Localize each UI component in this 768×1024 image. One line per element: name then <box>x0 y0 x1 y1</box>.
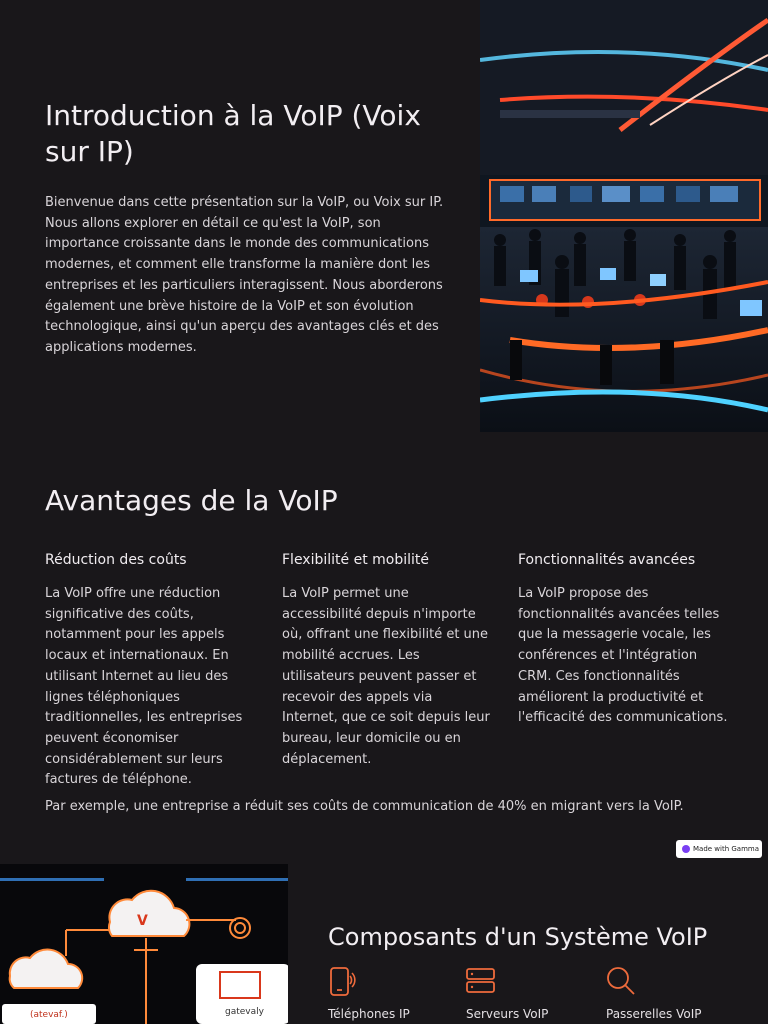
component-voip-gateways <box>606 966 736 1022</box>
advantage-cost-heading: Réduction des coûts <box>45 552 187 568</box>
intro-title: Introduction à la VoIP (Voix sur IP) <box>45 99 421 168</box>
intro-body: Bienvenue dans cette présentation sur la VoIP, ou Voix sur IP. Nous allons explorer en détail ce qu'est la VoIP, son importance croissante dans le monde des communications modernes, et comment elle transforme la manière dont les entreprises et les particuliers interagissent. Nous aborderons également une brève histoire de la VoIP et son évolution technologique, ainsi qu'un aperçu des avantages clés et des applications modernes. <box>45 195 444 355</box>
smartphone-icon <box>328 966 358 996</box>
control-room-image <box>480 0 768 432</box>
component-ip-phones-label: Téléphones IP <box>328 1007 410 1021</box>
server-icon <box>466 966 496 996</box>
advantage-cost-text: La VoIP offre une réduction significative des coûts, notamment pour les appels locaux et internationaux. En utilisant Internet au lieu des lignes téléphoniques traditionnelles, les entreprises peuvent économiser considérablement sur leurs factures de téléphone. <box>45 586 243 788</box>
advantage-cost <box>45 550 255 791</box>
control-room-illustration <box>480 0 768 432</box>
gamma-logo-icon <box>682 845 690 853</box>
made-with-gamma-badge[interactable] <box>676 840 762 858</box>
diagram-label-right: gatevaly <box>225 1007 264 1017</box>
component-voip-servers-label: Serveurs VoIP <box>466 1007 549 1021</box>
intro-section <box>0 0 768 432</box>
voip-diagram-image <box>0 864 288 1024</box>
components-title: Composants d'un Système VoIP <box>328 923 708 951</box>
advantage-features-heading: Fonctionnalités avancées <box>518 552 696 568</box>
advantage-flexibility-text: La VoIP permet une accessibilité depuis n'importe où, offrant une flexibilité et une mobilité accrues. Les utilisateurs peuvent passer et recevoir des appels via Internet, que ce soit depuis leur bureau, leur domicile ou en déplacement. <box>282 586 490 767</box>
component-voip-gateways-label: Passerelles VoIP <box>606 1007 702 1021</box>
advantage-features-text: La VoIP propose des fonctionnalités avancées telles que la messagerie vocale, les conférences et l'intégration CRM. Ces fonctionnalités améliorent la productivité et l'efficacité des communications. <box>518 586 728 726</box>
voip-diagram-illustration <box>0 864 288 1024</box>
diagram-label-left: (atevaf.) <box>30 1010 68 1020</box>
component-voip-servers <box>466 966 596 1022</box>
search-icon <box>606 966 636 996</box>
advantage-flexibility-heading: Flexibilité et mobilité <box>282 552 430 568</box>
component-ip-phones <box>328 966 458 1022</box>
badge-label: Made with Gamma <box>693 845 760 853</box>
example-text: Par exemple, une entreprise a réduit ses coûts de communication de 40% en migrant vers la VoIP. <box>45 799 684 814</box>
advantage-flexibility <box>282 550 492 770</box>
advantages-title: Avantages de la VoIP <box>45 484 338 517</box>
diagram-letter: V <box>137 913 148 929</box>
advantage-features <box>518 550 728 729</box>
